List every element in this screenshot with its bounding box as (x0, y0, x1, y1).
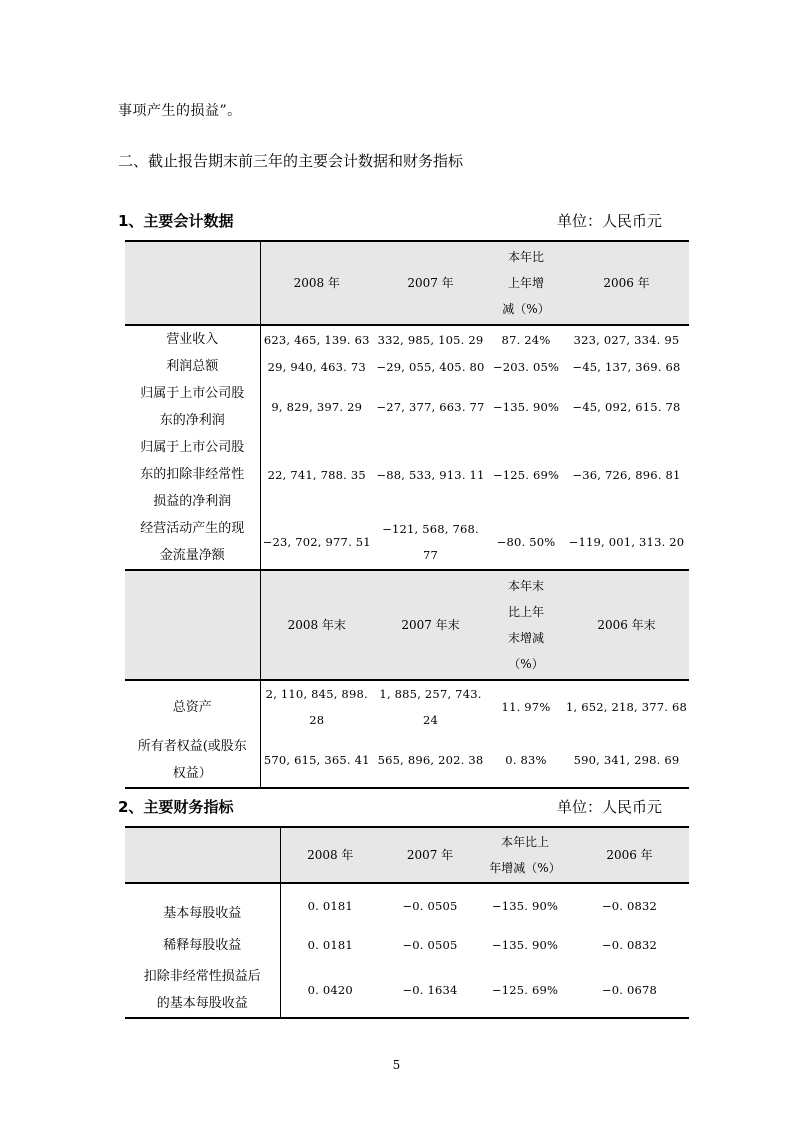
table2-col-2007: 2007 年 (380, 827, 480, 883)
table1-corner-cell (125, 241, 260, 325)
table2-header-row (125, 827, 689, 883)
row-label: 营业收入 (166, 332, 219, 347)
table-row: 经营活动产生的现 金流量净额 −23, 702, 977. 51 −121, 568, 768. 77 −80. 50% −119, 001, 313. 20 (125, 515, 689, 570)
row-label: 基本每股收益 (163, 906, 242, 921)
table-row: 扣除非经常性损益后 的基本每股收益 0. 0420 −0. 1634 −125. 69% −0. 0678 (125, 963, 689, 1018)
page-number: 5 (392, 1058, 401, 1072)
intro-line: 事项产生的损益”。 (118, 103, 242, 119)
table1-col-change-end: 本年末 比上年 末增减 （%） (488, 570, 564, 680)
row-label: 归属于上市公司股 东的扣除非经常性 损益的净利润 (140, 440, 245, 509)
table2-col-2008: 2008 年 (280, 827, 380, 883)
row-label: 经营活动产生的现 金流量净额 (140, 521, 245, 563)
row-label: 总资产 (172, 699, 212, 715)
table1-header-row-b (125, 570, 689, 680)
table1-unit: 单位：人民币元 (557, 212, 663, 230)
table2-col-change: 本年比上 年增减（%） (480, 827, 570, 883)
table2-title: 2、主要财务指标 (118, 798, 234, 816)
table2-corner-cell (125, 827, 280, 883)
row-label: 归属于上市公司股 东的净利润 (140, 386, 245, 428)
table-row: 总资产 2, 110, 845, 898. 28 1, 885, 257, 743. 24 11. 97% 1, 652, 218, 377. 68 (125, 680, 689, 733)
section-title: 二、截止报告期末前三年的主要会计数据和财务指标 (118, 152, 464, 170)
table-row: 归属于上市公司股 东的净利润 9, 829, 397. 29 −27, 377, 663. 77 −135. 90% −45, 092, 615. 78 (125, 380, 689, 434)
table2-unit: 单位：人民币元 (557, 798, 663, 816)
table-row: 基本每股收益 0. 0181 −0. 0505 −135. 90% −0. 0832 (125, 883, 689, 927)
table1-col-2006: 2006 年 (564, 241, 689, 325)
financial-indicators-table (125, 826, 689, 1019)
table1-col-2008: 2008 年 (260, 241, 373, 325)
table1-col-2008-end: 2008 年末 (260, 570, 373, 680)
table1-title: 1、主要会计数据 (118, 212, 234, 230)
table-row: 归属于上市公司股 东的扣除非经常性 损益的净利润 22, 741, 788. 35 −88, 533, 913. 11 −125. 69% −36, 726, 896. 81 (125, 434, 689, 515)
table-row: 所有者权益(或股东 权益） 570, 615, 365. 41 565, 896, 202. 38 0. 83% 590, 341, 298. 69 (125, 733, 689, 788)
table-row: 营业收入 623, 465, 139. 63 332, 985, 105. 29 87. 24% 323, 027, 334. 95 (125, 325, 689, 353)
table1-header-row-a (125, 241, 689, 325)
row-label: 扣除非经常性损益后 的基本每股收益 (125, 963, 280, 1018)
table1-corner-cell-b (125, 570, 260, 680)
table1-col-2007-end: 2007 年末 (373, 570, 488, 680)
table-row: 利润总额 29, 940, 463. 73 −29, 055, 405. 80 −203. 05% −45, 137, 369. 68 (125, 353, 689, 380)
accounting-data-table (125, 240, 689, 789)
row-label: 利润总额 (166, 359, 219, 374)
row-label: 稀释每股收益 (163, 937, 242, 953)
row-label: 所有者权益(或股东 权益） (125, 733, 260, 788)
table1-col-2006-end: 2006 年末 (564, 570, 689, 680)
table2-col-2006: 2006 年 (570, 827, 689, 883)
table1-col-2007: 2007 年 (373, 241, 488, 325)
table-row: 稀释每股收益 0. 0181 −0. 0505 −135. 90% −0. 0832 (125, 927, 689, 963)
table1-col-change: 本年比 上年增 减（%） (488, 241, 564, 325)
